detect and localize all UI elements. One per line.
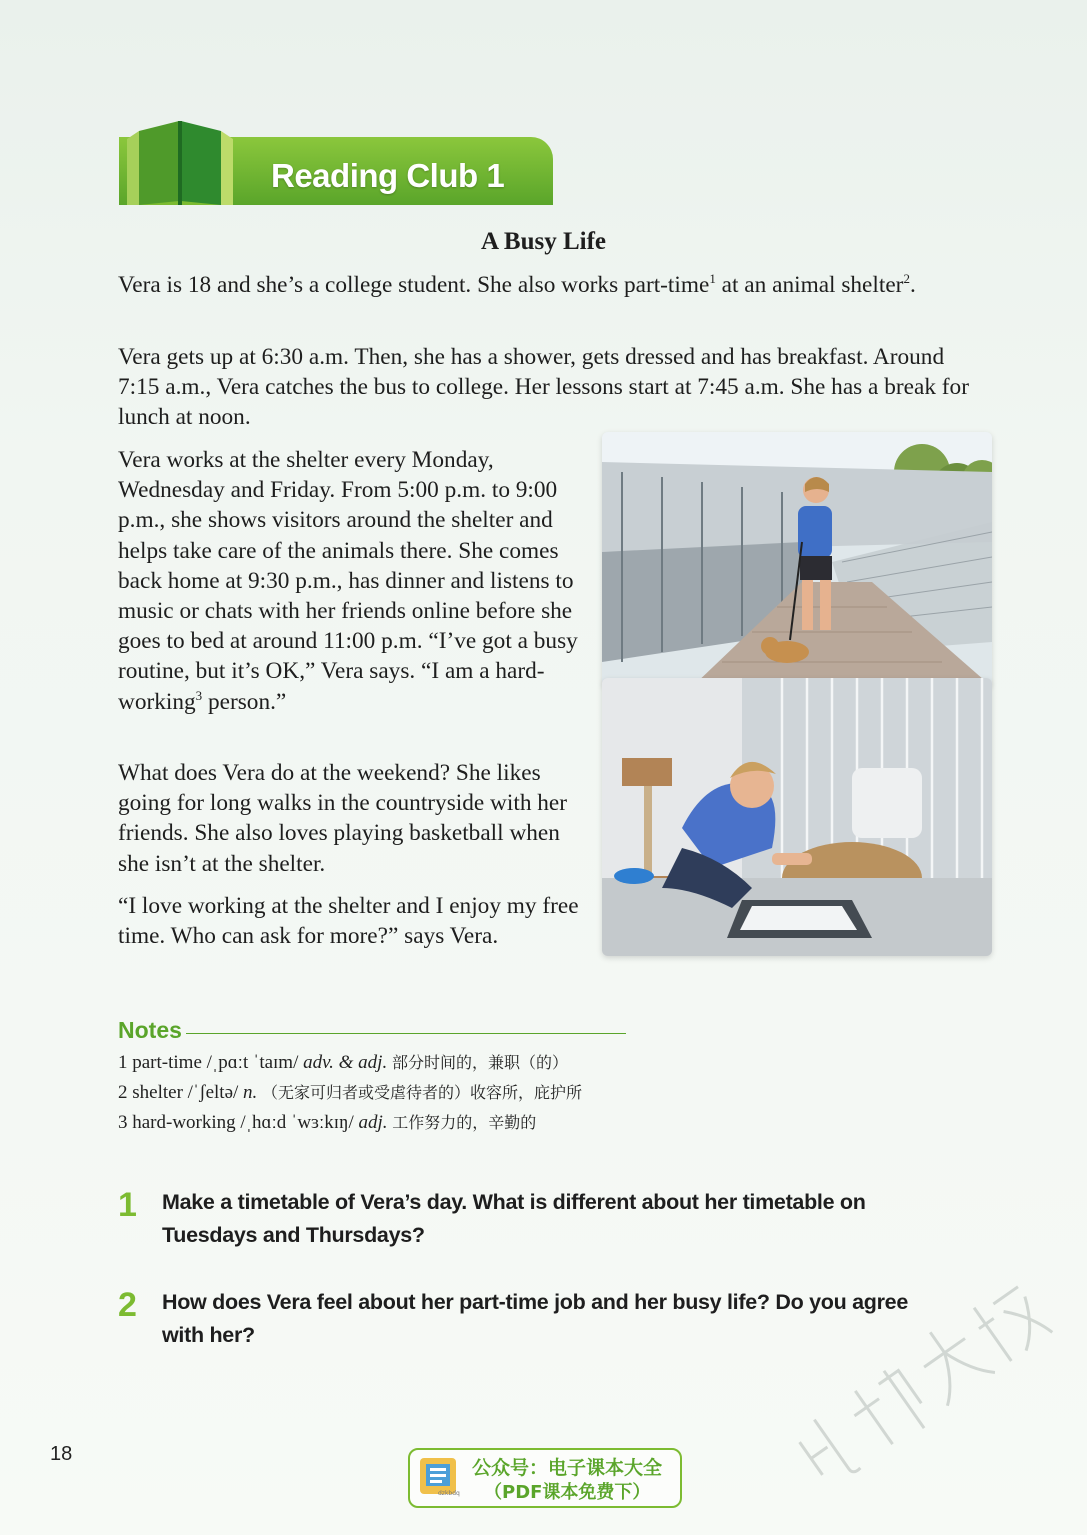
note-phonetic: /ˌhɑːd ˈwɜːkɪŋ/ (240, 1112, 354, 1133)
paragraph-4: What does Vera do at the weekend? She likes going for long walks in the countryside with her friends. She also loves playing basketball when she isn’t at the shelter. (118, 760, 568, 877)
note-chinese: 工作努力的，辛勤的 (392, 1113, 537, 1132)
paragraph-1-text-c: . (909, 272, 916, 298)
paragraph-1-text-a: Vera is 18 and she’s a college student. She also works part-time (118, 272, 710, 298)
page-number: 18 (50, 1443, 73, 1465)
note-pos: adv. & adj. (303, 1052, 388, 1073)
note-word: hard-working (132, 1112, 236, 1133)
stamp-line-2: （PDF课本免费下） (484, 1482, 651, 1503)
note-phonetic: /ˌpɑːt ˈtaɪm/ (206, 1052, 299, 1073)
stamp-line-1: 公众号：电子课本大全 (472, 1457, 663, 1479)
open-book-icon (119, 117, 244, 207)
paragraph-3 (118, 445, 588, 717)
question-2-text: How does Vera feel about her part-time job and her busy life? Do you agree with her? (162, 1290, 908, 1347)
notes-divider (186, 1033, 626, 1034)
note-item-3 (118, 1110, 536, 1134)
paragraph-1-text-b: at an animal shelter (715, 272, 904, 298)
publisher-watermark (760, 1210, 1080, 1530)
question-1-text: Make a timetable of Vera’s day. What is different about her timetable on Tuesdays and Thursdays? (162, 1190, 866, 1247)
wechat-stamp (408, 1448, 682, 1508)
note-word: part-time (132, 1052, 202, 1073)
paragraph-3-text-a: Vera works at the shelter every Monday, Wednesday and Friday. From 5:00 p.m. to 9:00 p.m., she shows visitors around the shelter and helps take care of the animals there. She comes back home at 9:30 p.m., has dinner and listens to music or chats with her friends online before she goes to bed at around 11:00 p.m. “I’ve got a busy routine, but it’s OK,” Vera says. “I am a hard-working (118, 447, 578, 715)
notes-heading: Notes (118, 1017, 182, 1043)
footnote-mark-2: 2 (903, 271, 910, 286)
note-chinese: （无家可归者或受虐待者的）收容所，庇护所 (262, 1083, 583, 1102)
footnote-mark-1: 1 (709, 271, 716, 286)
photo-cleaning-litter-box (602, 678, 992, 956)
note-item-2 (118, 1080, 582, 1104)
paragraph-1 (118, 270, 978, 300)
footnote-mark-3: 3 (195, 687, 203, 703)
note-word: shelter (132, 1082, 183, 1103)
paragraph-3-text-b: person.” (202, 688, 287, 715)
question-2-number: 2 (118, 1286, 137, 1324)
note-item-1 (118, 1050, 568, 1074)
note-chinese: 部分时间的，兼职（的） (391, 1053, 568, 1072)
note-pos: adj. (358, 1112, 388, 1133)
stamp-icon-caption: dzkbdq (438, 1490, 460, 1497)
story-title: A Busy Life (480, 228, 607, 255)
note-num: 1 (118, 1052, 128, 1073)
note-num: 2 (118, 1082, 128, 1103)
note-pos: n. (243, 1082, 258, 1103)
paragraph-2: Vera gets up at 6:30 a.m. Then, she has a shower, gets dressed and has breakfast. Around 7:15 a.m., Vera catches the bus to college. Her lessons start at 7:45 a.m. She has a break for lunch at noon. (118, 344, 969, 431)
photo-shelter-walkway (602, 432, 992, 687)
reading-club-banner (119, 117, 555, 207)
question-1-number: 1 (118, 1186, 137, 1224)
note-phonetic: /ˈʃeltə/ (187, 1082, 239, 1103)
paragraph-5: “I love working at the shelter and I enjoy my free time. Who can ask for more?” says Vera. (118, 893, 579, 950)
banner-title: Reading Club 1 (271, 157, 505, 194)
note-num: 3 (118, 1112, 128, 1133)
